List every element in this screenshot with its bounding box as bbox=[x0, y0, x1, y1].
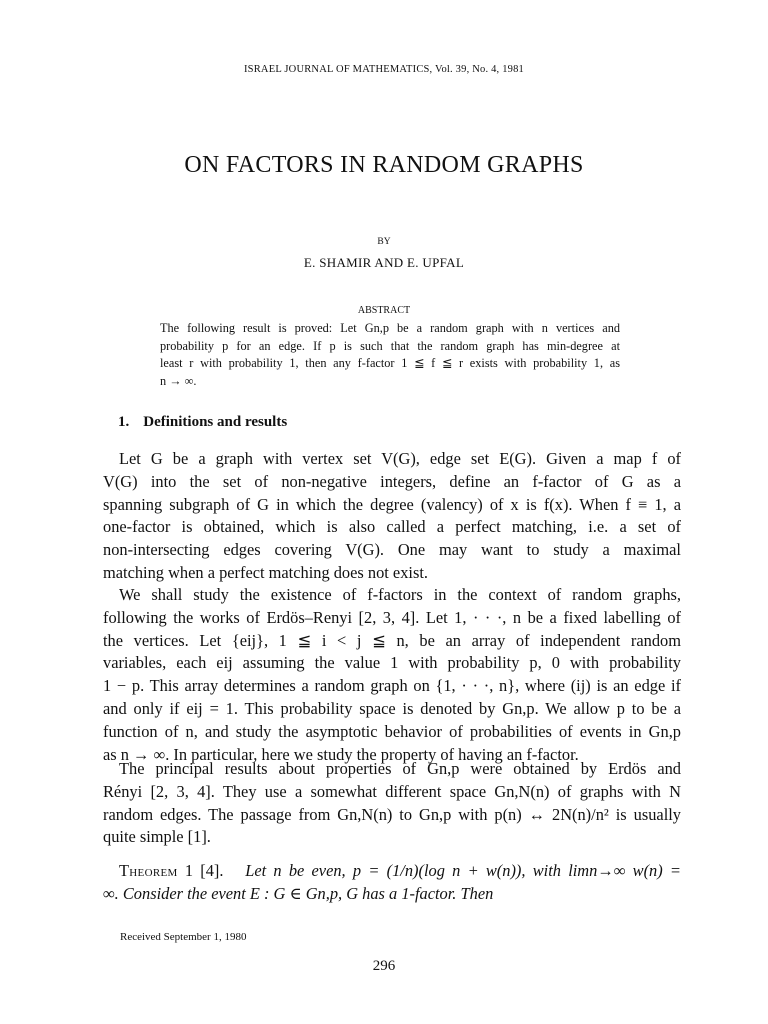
section-heading bbox=[118, 414, 287, 431]
theorem-number: 1 [4]. bbox=[184, 861, 224, 880]
text-line: as n → ∞. In particular, here we study the property of having an f-factor. bbox=[103, 744, 579, 764]
text-line: We shall study the existence of f-factors in the context of random graphs, bbox=[119, 585, 681, 604]
text-line: The principal results about properties of Gn,p were obtained by Erdös and bbox=[119, 759, 681, 778]
text-line: matching when a perfect matching does not exist. bbox=[103, 562, 428, 582]
theorem-line bbox=[103, 883, 681, 906]
text-line: 1 − p. This array determines a random graph on {1, · · ·, n}, where (ij) is an edge if bbox=[103, 676, 681, 696]
text-line: non-intersecting edges covering V(G). One may want to study a maximal bbox=[103, 540, 681, 560]
text-line: random edges. The passage from Gn,N(n) to Gn,p with p(n) ↔ 2N(n)/n² is usually bbox=[103, 804, 681, 824]
text-line: and only if eij = 1. This probability space is denoted by Gn,p. We allow p to be a bbox=[103, 698, 681, 718]
abstract-line: probability p for an edge. If p is such that the random graph has min-degree at bbox=[160, 338, 620, 353]
theorem bbox=[103, 860, 681, 906]
journal-header: ISRAEL JOURNAL OF MATHEMATICS, Vol. 39, No. 4, 1981 bbox=[243, 64, 525, 75]
theorem-statement: Let n be even, p = (1/n)(log n + w(n)), with limn→∞ w(n) = bbox=[245, 861, 681, 880]
paragraph bbox=[103, 584, 681, 766]
abstract-line: n → ∞. bbox=[160, 373, 197, 388]
theorem-statement: ∞. Consider the event E : G ∈ Gn,p, G has a 1-factor. Then bbox=[103, 883, 494, 903]
text-line: variables, each eij assuming the value 1 with probability p, 0 with probability bbox=[103, 653, 681, 673]
text-line: spanning subgraph of G in which the degree (valency) of x is f(x). When f ≡ 1, a bbox=[103, 494, 681, 514]
text-line: function of n, and study the asymptotic behavior of probabilities of events in Gn,p bbox=[103, 721, 681, 741]
abstract-label: ABSTRACT bbox=[357, 305, 411, 316]
text-line: following the works of Erdös–Renyi [2, 3, 4]. Let 1, · · ·, n be a fixed labelling of bbox=[103, 607, 681, 627]
text-line: quite simple [1]. bbox=[103, 827, 211, 847]
abstract-body bbox=[160, 320, 620, 390]
text-line: Let G be a graph with vertex set V(G), edge set E(G). Given a map f of bbox=[119, 449, 681, 468]
theorem-line bbox=[103, 860, 681, 883]
authors: E. SHAMIR AND E. UPFAL bbox=[303, 255, 465, 270]
section-title: Definitions and results bbox=[143, 414, 288, 430]
paragraph bbox=[103, 448, 681, 585]
received-date: Received September 1, 1980 bbox=[120, 931, 247, 943]
text-line: V(G) into the set of non-negative integers, define an f-factor of G as a bbox=[103, 471, 681, 491]
text-line: Rényi [2, 3, 4]. They use a somewhat different space Gn,N(n) of graphs with N bbox=[103, 781, 681, 801]
section-number: 1. bbox=[118, 414, 130, 430]
paper-title: ON FACTORS IN RANDOM GRAPHS bbox=[184, 152, 584, 178]
page-number: 296 bbox=[372, 958, 396, 974]
paragraph bbox=[103, 758, 681, 849]
by-label: BY bbox=[377, 237, 391, 247]
text-line: the vertices. Let {eij}, 1 ≦ i < j ≦ n, be an array of independent random bbox=[103, 630, 681, 650]
abstract-line: least r with probability 1, then any f-factor 1 ≦ f ≦ r exists with probability 1, as bbox=[160, 356, 620, 370]
abstract-line: The following result is proved: Let Gn,p be a random graph with n vertices and bbox=[160, 321, 620, 335]
theorem-label: Theorem bbox=[119, 861, 178, 880]
text-line: one-factor is obtained, which is also called a perfect matching, i.e. a set of bbox=[103, 517, 681, 537]
